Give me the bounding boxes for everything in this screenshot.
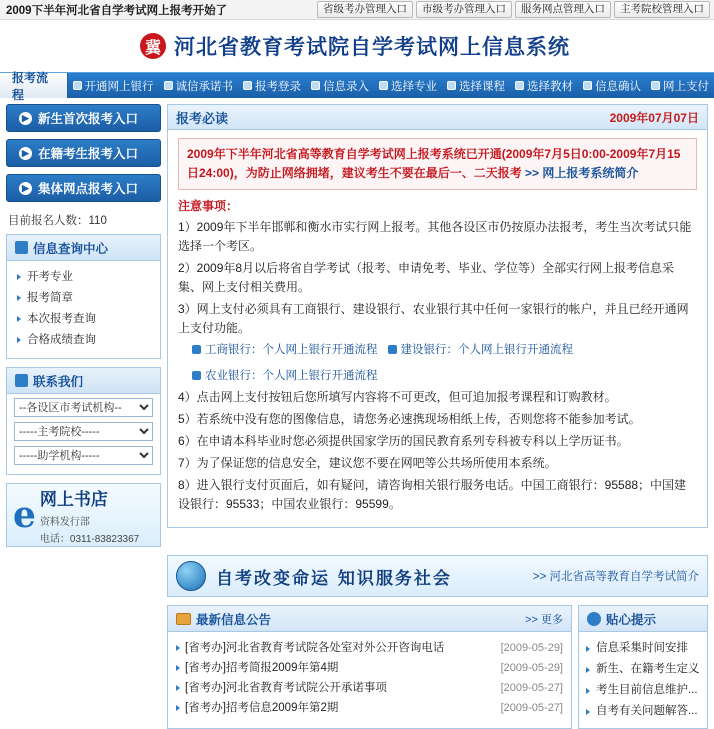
nav-item-info-entry[interactable]: [306, 73, 374, 98]
nav-item-label: 选择专业: [391, 80, 437, 93]
bottom-area: [167, 605, 708, 729]
news-item-date: [2009-05-29]: [500, 662, 563, 674]
phone-icon: [15, 374, 28, 387]
tips-header-left: [587, 610, 656, 628]
news-more-link[interactable]: >> 更多: [525, 613, 563, 626]
notice-item: 1）2009年下半年邯郸和衡水市实行网上报考。其他各设区市仍按原办法报考，考生当次考试只能选择一个考区。: [178, 220, 692, 253]
tips-panel-title: 贴心提示: [606, 612, 657, 627]
tips-item[interactable]: 考生目前信息维护...: [585, 680, 701, 701]
news-panel-header: [168, 606, 571, 632]
nav-item-online-pay[interactable]: [646, 73, 714, 98]
megaphone-icon: [176, 613, 191, 625]
check-icon: [164, 81, 173, 90]
nav-label-process: 报考流程: [0, 73, 68, 98]
tips-list: [579, 632, 707, 728]
news-item[interactable]: [176, 638, 563, 658]
system-intro-link[interactable]: >> 网上报考系统简介: [525, 166, 639, 180]
check-icon: [515, 81, 524, 90]
admin-entry-links: [317, 1, 710, 18]
entry-registered-student-button[interactable]: [6, 139, 161, 167]
main-content: [0, 98, 714, 547]
check-icon: [243, 81, 252, 90]
tips-item[interactable]: 新生、在籍考生定义: [585, 659, 701, 680]
browser-topbar: [0, 0, 714, 20]
notice-item: 5）若系统中没有您的图像信息，请您务必速携现场相纸上传，否则您将不能参加考试。: [178, 412, 641, 426]
nav-item-label: 诚信承诺书: [175, 80, 233, 93]
registration-count-value: 110: [88, 215, 107, 227]
news-item-text: [省考办]招考信息2009年第2期: [185, 702, 339, 714]
nav-item-label: 开通网上银行: [84, 80, 154, 93]
bullet-icon: [192, 371, 201, 380]
info-query-panel-header: [7, 235, 160, 261]
entry-label: 新生首次报考入口: [38, 112, 139, 126]
contact-panel-header: [7, 368, 160, 394]
bank-link-label: 建设银行：个人网上银行开通流程: [400, 344, 573, 356]
bank-link-icbc[interactable]: [192, 341, 378, 357]
nav-item-open-bank[interactable]: [68, 73, 159, 98]
query-link-passed-scores[interactable]: 合格成绩查询: [15, 330, 152, 351]
check-icon: [447, 81, 456, 90]
nav-item-select-major[interactable]: [374, 73, 442, 98]
nav-item-label: 网上支付: [663, 80, 709, 93]
notice-area: [167, 104, 708, 547]
notice-date: 2009年07月07日: [609, 110, 699, 125]
online-bookstore-banner[interactable]: [6, 483, 161, 547]
promo-banner: [167, 555, 708, 597]
notice-body: [167, 130, 708, 528]
admin-link-city[interactable]: 市级考办管理入口: [416, 1, 512, 18]
select-support-institution[interactable]: [14, 446, 153, 465]
tips-panel: [578, 605, 708, 729]
arrow-right-icon: ▶: [19, 182, 32, 195]
entry-group-point-button[interactable]: [6, 174, 161, 202]
nav-item-select-textbook[interactable]: [510, 73, 578, 98]
left-sidebar: [6, 104, 161, 547]
news-item-text: [省考办]河北省教育考试院各处室对外公开咨询电话: [185, 642, 445, 654]
query-link-majors[interactable]: 开考专业: [15, 267, 152, 288]
entry-label: 集体网点报考入口: [38, 182, 139, 196]
page-headline: 2009下半年河北省自学考试网上报考开始了: [6, 4, 228, 17]
tips-panel-header: [579, 606, 707, 632]
notice-title: 报考必读: [176, 110, 229, 126]
news-list: [168, 632, 571, 724]
notice-section-title: 注意事项：: [178, 199, 239, 213]
contact-panel-body: [7, 394, 160, 474]
bank-links-row: [192, 341, 697, 383]
arrow-right-icon: ▶: [19, 112, 32, 125]
admin-link-province[interactable]: 省级考办管理入口: [317, 1, 413, 18]
globe-icon: [176, 561, 206, 591]
nav-item-select-course[interactable]: [442, 73, 510, 98]
news-item[interactable]: [176, 658, 563, 678]
registration-count: [6, 209, 161, 234]
query-link-brochure[interactable]: 报考简章: [15, 288, 152, 309]
check-icon: [379, 81, 388, 90]
notice-header: [167, 104, 708, 130]
bank-link-label: 农业银行：个人网上银行开通流程: [205, 370, 378, 382]
notice-item: 3）网上支付必须具有工商银行、建设银行、农业银行其中任何一家银行的帐户，并且已经开通网上支付功能。: [178, 302, 689, 335]
main-nav: [0, 70, 714, 102]
bullet-arrow-icon: [176, 705, 180, 711]
site-title: 河北省教育考试院自学考试网上信息系统: [174, 35, 570, 59]
check-icon: [583, 81, 592, 90]
lightbulb-icon: [587, 612, 601, 626]
promo-intro-link[interactable]: >> 河北省高等教育自学考试简介: [532, 571, 699, 583]
nav-item-label: 信息录入: [323, 80, 369, 93]
bullet-arrow-icon: [176, 645, 180, 651]
bookstore-title: 网上书店: [39, 490, 108, 509]
entry-new-student-button[interactable]: [6, 104, 161, 132]
check-icon: [651, 81, 660, 90]
arrow-right-icon: ▶: [19, 147, 32, 160]
notice-item: 8）进入银行支付页面后，如有疑问，请咨询相关银行服务电话。中国工商银行：95588；中国建设银行：95533；中国农业银行：95599。: [178, 478, 687, 511]
bank-link-label: 工商银行：个人网上银行开通流程: [205, 344, 378, 356]
notice-highlight-text: 2009年下半年河北省高等教育自学考试网上报考系统已开通(2009年7月5日0:00-2009年7月15日24:00)，为防止网络拥堵，建议考生不要在最后一、二天报考: [187, 147, 681, 180]
notice-item: 6）在申请本科毕业时您必须提供国家学历的国民教育系列专科被专科以上学历证书。: [178, 434, 629, 448]
notice-item: 4）点击网上支付按钮后您所填写内容将不可更改，但可追加报考课程和订购教材。: [178, 390, 617, 404]
entry-label: 在籍考生报考入口: [38, 147, 139, 161]
news-panel-title: 最新信息公告: [196, 612, 272, 627]
news-header-left: [176, 610, 271, 628]
contact-panel-title: 联系我们: [33, 374, 84, 389]
nav-item-confirm[interactable]: [578, 73, 646, 98]
select-main-college[interactable]: [14, 422, 153, 441]
admin-link-service-point[interactable]: 服务网点管理入口: [515, 1, 611, 18]
news-item[interactable]: [176, 698, 563, 718]
nav-item-label: 信息确认: [595, 80, 641, 93]
admin-link-college[interactable]: 主考院校管理入口: [614, 1, 710, 18]
bookstore-sub: 资料发行部: [39, 517, 90, 528]
contact-panel: [6, 367, 161, 475]
select-city-agency[interactable]: [14, 398, 153, 417]
info-query-panel-body: [7, 261, 160, 358]
registration-count-label: 目前报名人数：: [8, 215, 89, 227]
bullet-arrow-icon: [176, 665, 180, 671]
news-item-date: [2009-05-29]: [500, 642, 563, 654]
news-item-text: [省考办]招考简报2009年第4期: [185, 662, 339, 674]
nav-item-label: 选择课程: [459, 80, 505, 93]
news-item-text: [省考办]河北省教育考试院公开承诺事项: [185, 682, 387, 694]
news-item-date: [2009-05-27]: [500, 682, 563, 694]
promo-left: [176, 561, 452, 591]
bookstore-phone: 电话：0311-83823367: [39, 534, 140, 545]
notice-highlight: [178, 138, 697, 190]
bank-link-abc[interactable]: [192, 367, 378, 383]
news-item-date: [2009-05-27]: [500, 702, 563, 714]
check-icon: [311, 81, 320, 90]
query-link-current-registration[interactable]: 本次报考查询: [15, 309, 152, 330]
tips-item[interactable]: 信息采集时间安排: [585, 638, 701, 659]
e-logo-icon: e: [13, 494, 36, 536]
nav-item-login[interactable]: [238, 73, 306, 98]
bullet-icon: [388, 345, 397, 354]
bullet-arrow-icon: [176, 685, 180, 691]
bullet-icon: [192, 345, 201, 354]
notice-item: 2）2009年8月以后将省自学考试（报考、申请免考、毕业、学位等）全部实行网上报考信息采集、网上支付相关费用。: [178, 261, 675, 294]
promo-slogan: 自考改变命运 知识服务社会: [216, 568, 452, 589]
nav-item-commitment[interactable]: [159, 73, 239, 98]
info-icon: [15, 241, 28, 254]
tips-item[interactable]: 自考有关问题解答...: [585, 701, 701, 722]
nav-item-label: 选择教材: [527, 80, 573, 93]
site-banner: [0, 20, 714, 72]
notice-item: 7）为了保证您的信息安全，建议您不要在网吧等公共场所使用本系统。: [178, 456, 557, 470]
bank-link-ccb[interactable]: [388, 341, 574, 357]
info-query-panel-title: 信息查询中心: [33, 241, 109, 256]
news-panel: [167, 605, 572, 729]
site-logo-icon: 冀: [140, 33, 166, 59]
info-query-panel: [6, 234, 161, 359]
news-item[interactable]: [176, 678, 563, 698]
check-icon: [73, 81, 82, 90]
nav-item-label: 报考登录: [255, 80, 301, 93]
